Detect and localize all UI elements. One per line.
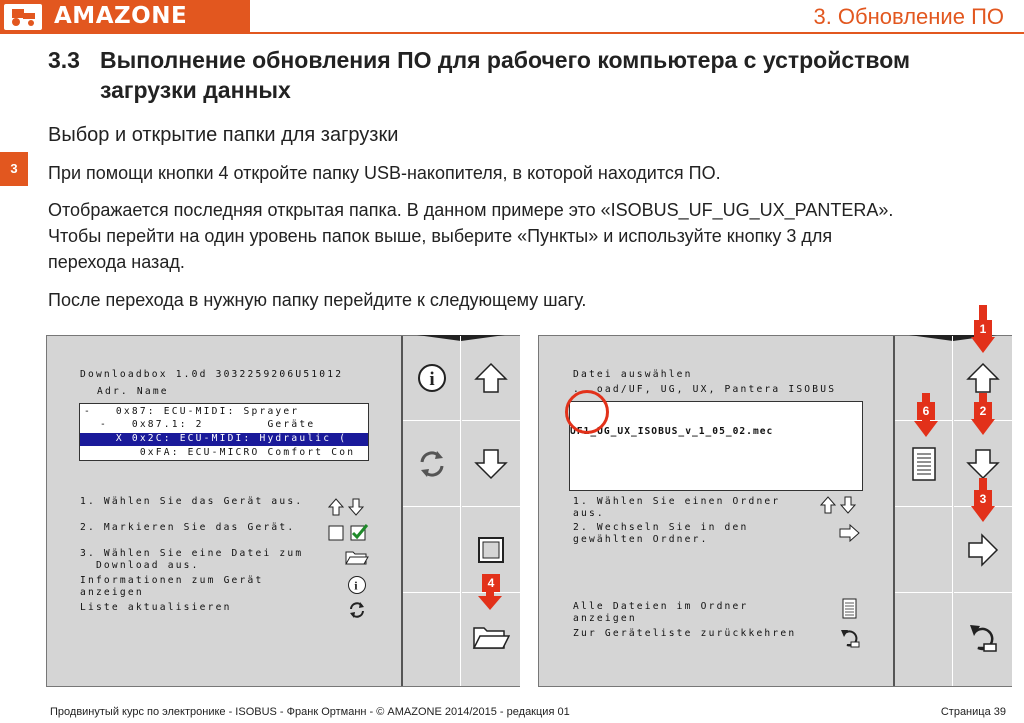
arrow-right-icon — [966, 533, 1000, 567]
empty-softkey[interactable] — [403, 508, 461, 593]
softkey-column — [403, 336, 461, 686]
list-item[interactable]: - 0x87: ECU-MIDI: Sprayer — [84, 406, 300, 417]
device-list[interactable] — [79, 403, 369, 461]
paragraph-1: При помощи кнопки 4 откройте папку USB-накопителя, в которой находится ПО. — [48, 163, 721, 183]
terminal-screen-left — [46, 335, 520, 687]
svg-text:i: i — [429, 369, 435, 390]
arrow-up-down-icon — [327, 496, 367, 518]
return-icon — [966, 620, 1000, 654]
step-text: Informationen zum Gerät anzeigen — [80, 575, 264, 598]
document-icon — [909, 446, 939, 482]
tractor-logo-icon — [4, 4, 42, 30]
arrow-up-icon — [474, 361, 508, 395]
step-text: 1. Wählen Sie einen Ordner aus. — [573, 496, 781, 519]
empty-softkey[interactable] — [895, 594, 953, 679]
list-item-file[interactable]: UF1_UG_UX_ISOBUS_v_1_05_02.mec — [570, 426, 774, 437]
selection-highlight — [570, 402, 862, 415]
document-icon — [841, 598, 859, 620]
return-icon — [839, 626, 861, 648]
screen-title: Datei auswählen — [573, 369, 693, 380]
info-icon — [347, 575, 367, 595]
callout-6: 6 — [917, 402, 935, 420]
checkbox-icon — [327, 522, 371, 544]
paragraph-3: После перехода в нужную папку перейдите к следующему шагу. — [48, 290, 587, 310]
arrow-right-icon — [839, 524, 861, 542]
empty-softkey[interactable] — [403, 594, 461, 679]
header-brand-bar — [0, 0, 250, 34]
step-text: Zur Geräteliste zurückkehren — [573, 628, 797, 639]
screen-subtitle: Adr. Name — [97, 386, 169, 397]
step-text: 3. Wählen Sie eine Datei zum Download aus. — [80, 548, 304, 571]
list-item[interactable]: - 0x87.1: 2 Geräte — [84, 419, 316, 430]
softkey-bar-left — [401, 336, 520, 686]
arrow-up-icon — [966, 361, 1000, 395]
svg-text:i: i — [354, 578, 360, 593]
folder-path: ...oad/UF, UG, UX, Pantera ISOBUS — [573, 384, 837, 395]
callout-2: 2 — [974, 402, 992, 420]
footer-text: Продвинутый курс по электронике - ISOBUS - Франк Ортманн - © AMAZONE 2014/2015 - редакция 01 — [50, 706, 570, 718]
terminal-screen-right — [538, 335, 1012, 687]
arrow-down-icon — [474, 447, 508, 481]
arrow-down-button[interactable] — [462, 422, 520, 507]
softkey-column — [462, 336, 520, 686]
heading-number: 3.3 — [48, 47, 80, 73]
list-item[interactable]: 0xFA: ECU-MICRO Comfort Con — [84, 447, 356, 458]
arrow-up-button[interactable] — [462, 336, 520, 421]
screen-area-right — [539, 336, 893, 686]
callout-1: 1 — [974, 320, 992, 338]
heading-text: Выполнение обновления ПО для рабочего компьютера с устройством загрузки данных — [100, 47, 911, 103]
softkey-column — [895, 336, 953, 686]
callout-3: 3 — [974, 490, 992, 508]
list-item-selected[interactable]: X 0x2C: ECU-MIDI: Hydraulic ( — [84, 433, 348, 444]
page-number: Страница 39 — [940, 706, 1006, 718]
step-text: Alle Dateien im Ordner anzeigen — [573, 601, 749, 624]
folder-icon — [472, 622, 510, 652]
callout-4: 4 — [482, 574, 500, 592]
step-text: 1. Wählen Sie das Gerät aus. — [80, 496, 304, 507]
square-icon — [476, 535, 506, 565]
highlight-circle — [565, 390, 609, 434]
subheading: Выбор и открытие папки для загрузки — [48, 124, 399, 146]
step-text: 2. Wechseln Sie in den gewählten Ordner. — [573, 522, 749, 545]
folder-icon — [345, 548, 369, 566]
page-heading — [48, 45, 948, 105]
arrow-up-down-icon — [819, 494, 859, 516]
chapter-tab: 3 — [0, 152, 28, 186]
logo-text: AMAZONE — [54, 3, 188, 29]
back-to-device-list-button[interactable] — [954, 594, 1012, 679]
file-list[interactable] — [569, 401, 863, 491]
empty-softkey[interactable] — [895, 508, 953, 593]
list-item-parent-folder[interactable]: ... — [570, 415, 594, 426]
refresh-button[interactable] — [403, 422, 461, 507]
refresh-icon — [347, 600, 367, 620]
paragraph-2: Отображается последняя открытая папка. В данном примере это «ISOBUS_UF_UG_UX_PANTERA». Чтобы перейти на один уровень папок выше, выберите «Пункты» и используйте кнопку 3 для перехода назад. — [48, 200, 894, 272]
screen-title: Downloadbox 1.0d 3032259206U51012 — [80, 369, 344, 380]
refresh-icon — [416, 448, 448, 480]
section-title: 3. Обновление ПО — [813, 4, 1004, 29]
info-icon — [416, 362, 448, 394]
arrow-down-icon — [966, 447, 1000, 481]
header-title-bar — [250, 0, 1024, 34]
screen-area-left — [47, 336, 401, 686]
step-text: Liste aktualisieren — [80, 602, 232, 613]
info-button[interactable] — [403, 336, 461, 421]
step-text: 2. Markieren Sie das Gerät. — [80, 522, 296, 533]
